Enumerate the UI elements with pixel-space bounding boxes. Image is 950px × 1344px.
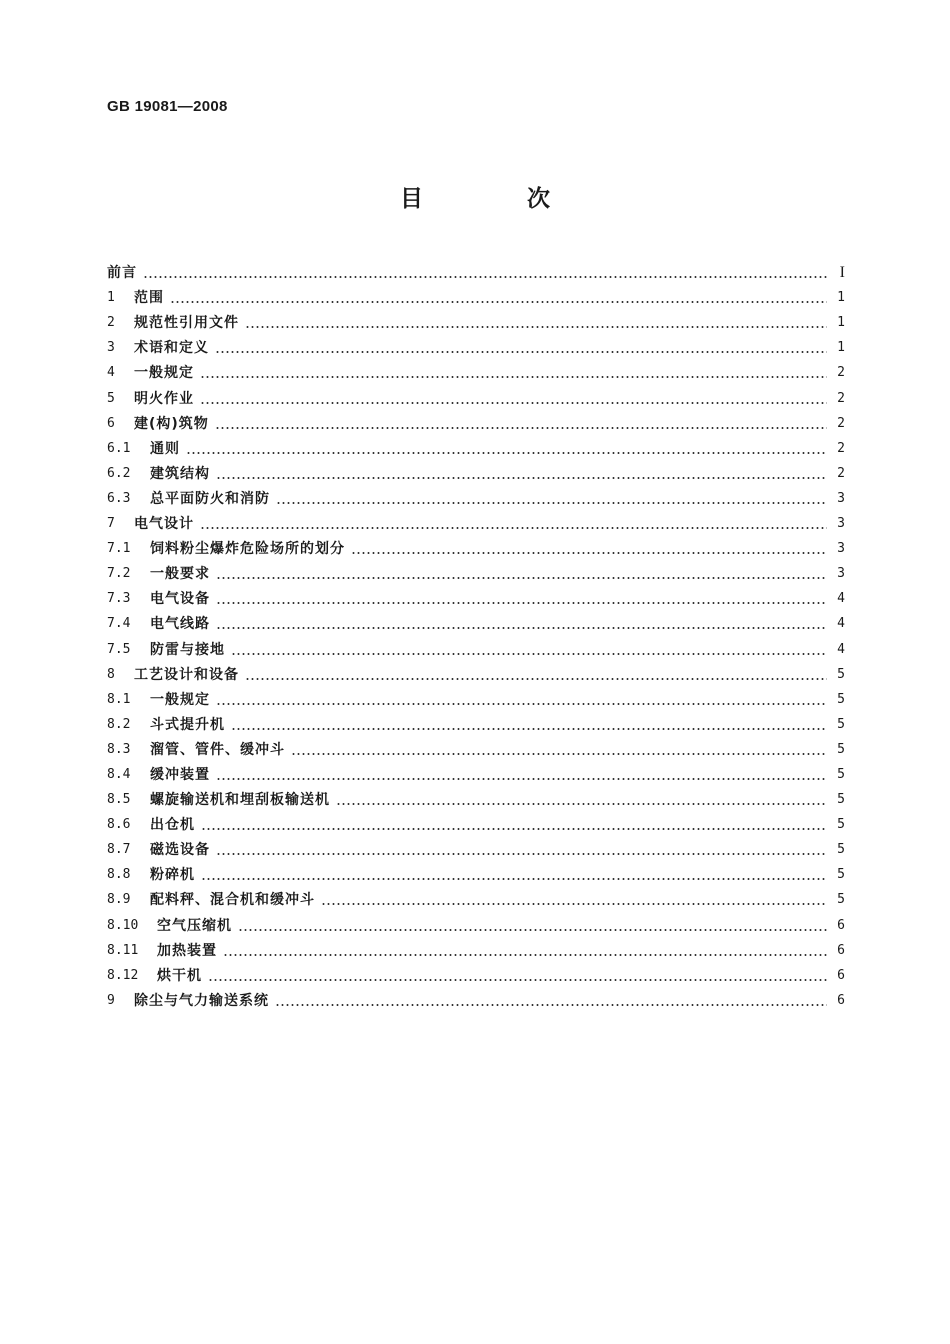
- toc-leader-dots: [231, 728, 827, 730]
- toc-entry[interactable]: [107, 634, 845, 659]
- toc-entry[interactable]: [107, 559, 845, 584]
- toc-entry[interactable]: [107, 961, 845, 986]
- toc-entry-number: 8.10: [107, 917, 139, 933]
- toc-entry-page: 2: [837, 415, 845, 431]
- toc-entry-number: 3: [107, 340, 115, 356]
- toc-entry[interactable]: [107, 685, 845, 710]
- toc-entry-page: 6: [837, 917, 845, 933]
- toc-entry-page: 5: [837, 716, 845, 732]
- toc-entry-page: 1: [837, 315, 845, 331]
- toc-entry-label: 规范性引用文件: [134, 315, 239, 332]
- toc-leader-dots: [238, 929, 827, 931]
- toc-entry-number: 6.1: [107, 440, 131, 456]
- toc-entry-number: 8.1: [107, 691, 131, 707]
- toc-entry[interactable]: [107, 459, 845, 484]
- toc-entry[interactable]: [107, 534, 845, 559]
- toc-entry-label: 出仓机: [150, 817, 195, 834]
- toc-entry-number: 7: [107, 516, 115, 532]
- toc-entry-number: 7.1: [107, 541, 131, 557]
- toc-entry-number: 8.9: [107, 892, 131, 908]
- toc-entry-label: 一般规定: [150, 691, 210, 708]
- toc-entry-page: 6: [837, 992, 845, 1008]
- toc-entry-label: 磁选设备: [150, 842, 210, 859]
- toc-entry-number: 8: [107, 666, 115, 682]
- toc-entry-label: 明火作业: [134, 390, 194, 407]
- toc-entry-number: 7.5: [107, 641, 131, 657]
- toc-entry-page: 5: [837, 892, 845, 908]
- toc-entry-page: 3: [837, 566, 845, 582]
- toc-leader-dots: [200, 527, 827, 529]
- toc-entry-page: 3: [837, 490, 845, 506]
- toc-entry-number: 5: [107, 390, 115, 406]
- toc-entry-label: 通则: [150, 440, 180, 457]
- toc-leader-dots: [208, 979, 827, 981]
- toc-entry-page: 5: [837, 792, 845, 808]
- toc-entry[interactable]: [107, 936, 845, 961]
- toc-leader-dots: [200, 376, 827, 378]
- page-title: 目 次: [399, 186, 598, 212]
- toc-entry-number: 6.2: [107, 465, 131, 481]
- toc-leader-dots: [351, 552, 827, 554]
- toc-entry-page: 4: [837, 641, 845, 657]
- toc-entry[interactable]: [107, 910, 845, 935]
- toc-entry-label: 粉碎机: [150, 867, 195, 884]
- toc-entry-label: 工艺设计和设备: [134, 666, 239, 683]
- toc-entry-label: 建(构)筑物: [134, 415, 209, 432]
- toc-entry-number: 6.3: [107, 490, 131, 506]
- toc-entry-number: 6: [107, 415, 115, 431]
- toc-leader-dots: [245, 326, 827, 328]
- toc-entry-label: 螺旋输送机和埋刮板输送机: [150, 792, 330, 809]
- toc-entry-label: 电气线路: [150, 616, 210, 633]
- toc-entry-label: 缓冲装置: [150, 766, 210, 783]
- toc-leader-dots: [321, 903, 827, 905]
- toc-entry-number: 8.2: [107, 716, 131, 732]
- toc-leader-dots: [216, 602, 827, 604]
- toc-entry-number: 8.7: [107, 842, 131, 858]
- toc-entry-page: 4: [837, 591, 845, 607]
- toc-entry[interactable]: [107, 885, 845, 910]
- toc-entry[interactable]: [107, 434, 845, 459]
- standard-code: GB 19081—2008: [107, 98, 228, 115]
- toc-entry-page: 1: [837, 340, 845, 356]
- toc-leader-dots: [216, 477, 827, 479]
- toc-entry[interactable]: [107, 660, 845, 685]
- toc-leader-dots: [216, 703, 827, 705]
- toc-entry-page: 5: [837, 666, 845, 682]
- toc-entry-page: 5: [837, 691, 845, 707]
- toc-entry-label: 除尘与气力输送系统: [134, 992, 269, 1009]
- toc-leader-dots: [215, 427, 827, 429]
- toc-entry[interactable]: [107, 735, 845, 760]
- toc-entry-label: 电气设计: [134, 516, 194, 533]
- toc-entry[interactable]: [107, 283, 845, 308]
- toc-entry-label: 溜管、管件、缓冲斗: [150, 741, 285, 758]
- toc-entry-number: 7.2: [107, 566, 131, 582]
- toc-entry-number: 8.5: [107, 792, 131, 808]
- toc-leader-dots: [170, 301, 827, 303]
- toc-entry-page: 6: [837, 942, 845, 958]
- toc-leader-dots: [186, 452, 827, 454]
- toc-leader-dots: [231, 653, 827, 655]
- toc-entry-page: 5: [837, 842, 845, 858]
- toc-entry-number: 1: [107, 290, 115, 306]
- toc-entry[interactable]: [107, 308, 845, 333]
- toc-entry-page: 1: [837, 290, 845, 306]
- toc-entry-number: 7.3: [107, 591, 131, 607]
- toc-entry[interactable]: [107, 835, 845, 860]
- toc-entry-page: 5: [837, 817, 845, 833]
- toc-entry-label: 加热装置: [157, 942, 217, 959]
- toc-entry-page: 5: [837, 766, 845, 782]
- toc-leader-dots: [216, 627, 827, 629]
- toc-entry-page: 5: [837, 741, 845, 757]
- toc-entry-label: 一般要求: [150, 566, 210, 583]
- toc-entry-number: 9: [107, 992, 115, 1008]
- toc-entry-label: 空气压缩机: [157, 917, 232, 934]
- table-of-contents: [107, 258, 845, 1011]
- toc-entry[interactable]: [107, 484, 845, 509]
- toc-entry-label: 总平面防火和消防: [150, 490, 270, 507]
- toc-entry-page: 2: [837, 390, 845, 406]
- toc-entry-number: 8.12: [107, 967, 139, 983]
- toc-leader-dots: [336, 803, 827, 805]
- toc-entry[interactable]: [107, 986, 845, 1011]
- toc-entry-page: 4: [837, 616, 845, 632]
- toc-leader-dots: [216, 778, 827, 780]
- toc-entry[interactable]: [107, 760, 845, 785]
- toc-entry-page: 5: [837, 867, 845, 883]
- toc-leader-dots: [223, 954, 827, 956]
- toc-entry[interactable]: [107, 409, 845, 434]
- toc-entry-page: 3: [837, 541, 845, 557]
- toc-leader-dots: [201, 878, 827, 880]
- toc-entry-label: 防雷与接地: [150, 641, 225, 658]
- toc-entry-number: 2: [107, 315, 115, 331]
- toc-entry-page: 6: [837, 967, 845, 983]
- toc-entry-page: 2: [837, 440, 845, 456]
- toc-entry[interactable]: [107, 785, 845, 810]
- toc-leader-dots: [216, 577, 827, 579]
- toc-leader-dots: [216, 853, 827, 855]
- toc-entry-number: 8.3: [107, 741, 131, 757]
- toc-entry-number: 4: [107, 365, 115, 381]
- toc-leader-dots: [276, 502, 827, 504]
- toc-entry-page: 2: [837, 465, 845, 481]
- toc-entry-page: 3: [837, 516, 845, 532]
- toc-entry[interactable]: [107, 509, 845, 534]
- toc-entry-label: 一般规定: [134, 365, 194, 382]
- toc-entry[interactable]: [107, 810, 845, 835]
- toc-entry[interactable]: [107, 584, 845, 609]
- toc-entry-label: 范围: [134, 290, 164, 307]
- toc-entry[interactable]: [107, 860, 845, 885]
- toc-leader-dots: [215, 351, 827, 353]
- toc-entry-label: 配料秤、混合机和缓冲斗: [150, 892, 315, 909]
- toc-entry[interactable]: [107, 358, 845, 383]
- toc-entry-number: 7.4: [107, 616, 131, 632]
- toc-entry[interactable]: [107, 609, 845, 634]
- toc-entry-label: 建筑结构: [150, 465, 210, 482]
- toc-entry[interactable]: [107, 333, 845, 358]
- toc-entry-number: 8.4: [107, 766, 131, 782]
- toc-leader-dots: [291, 753, 827, 755]
- toc-entry-label: 饲料粉尘爆炸危险场所的划分: [150, 541, 345, 558]
- toc-entry-number: 8.8: [107, 867, 131, 883]
- toc-entry[interactable]: [107, 258, 845, 283]
- toc-entry-page: I: [839, 264, 845, 282]
- toc-entry-number: 8.11: [107, 942, 139, 958]
- toc-entry[interactable]: [107, 383, 845, 408]
- toc-leader-dots: [245, 678, 827, 680]
- toc-entry-label: 斗式提升机: [150, 716, 225, 733]
- toc-entry-label: 前言: [107, 265, 137, 282]
- toc-leader-dots: [200, 402, 827, 404]
- toc-entry-label: 烘干机: [157, 967, 202, 984]
- toc-leader-dots: [275, 1004, 827, 1006]
- toc-entry-label: 术语和定义: [134, 340, 209, 357]
- toc-entry[interactable]: [107, 710, 845, 735]
- toc-entry-number: 8.6: [107, 817, 131, 833]
- toc-entry-page: 2: [837, 365, 845, 381]
- toc-leader-dots: [143, 276, 827, 278]
- toc-entry-label: 电气设备: [150, 591, 210, 608]
- toc-leader-dots: [201, 828, 827, 830]
